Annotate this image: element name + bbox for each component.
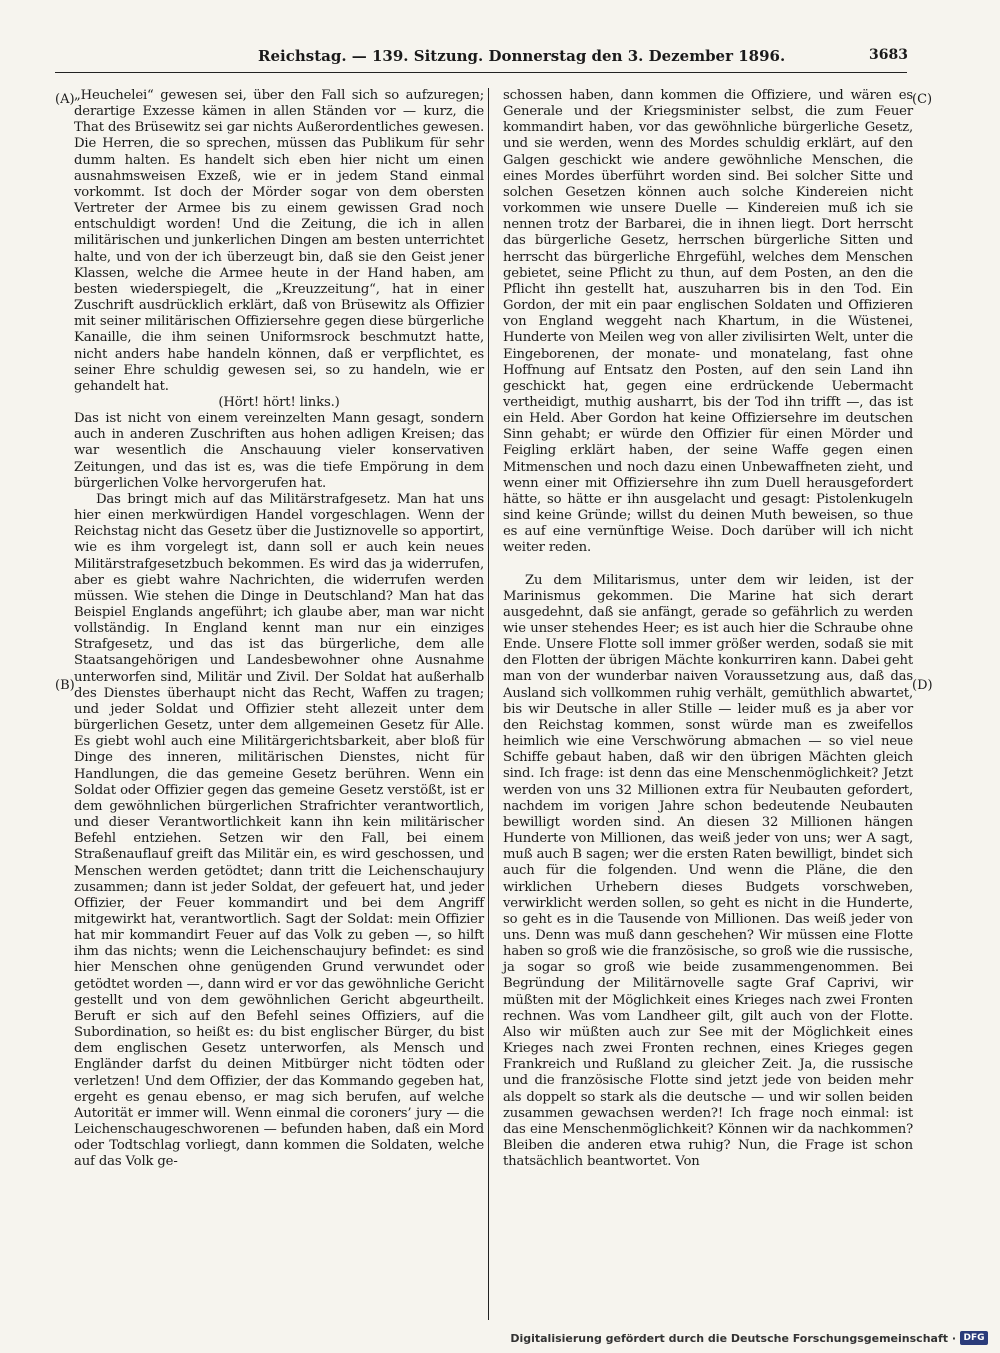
left-paragraph-3: Das bringt mich auf das Militärstrafgesetz. Man hat uns hier einen merkwürdigen Handel vorgeschlagen. Wenn der Reichstag nicht das Gesetz über die Justiznovelle so apportirt, wie es ihm vorgelegt ist, dann soll er auch kein neues Militärstrafgesetzbuch bekommen. Es wird das ja widerrufen, aber es giebt wahre Nachrichten, die widerrufen werden müssen. Wie stehen die Dinge in Deutschland? Man hat das Beispiel Englands angeführt; ich glaube aber, man war nicht vollständig. In England kennt man nur ein einziges Strafgesetz, und das ist das bürgerliche, dem alle Staatsangehörigen und Landesbewohner ohne Ausnahme unterworfen sind, Militär und Zivil. Der Soldat hat außerhalb des Dienstes überhaupt nicht das Recht, Waffen zu tragen; und jeder Soldat und Offizier steht allezeit unter dem bürgerlichen Gesetz, unter dem allgemeinen Gesetz für Alle. Es giebt wohl auch eine Militärgerichtsbarkeit, aber bloß für Dinge des inneren, militärischen Dienstes, nicht für Handlungen, die das gemeine Gesetz berühren. Wenn ein Soldat oder Offizier gegen das gemeine Gesetz verstößt, ist er dem gewöhnlichen bürgerlichen Strafrichter verantwortlich, und dieser Verantwortlichkeit kann ihn kein militärischer Befehl entziehen. Setzen wir den Fall, bei einem Straßenauflauf greift das Militär ein, es wird geschossen, und Menschen werden getödtet; dann tritt die Leichenschaujury zusammen; dann ist jeder Soldat, der gefeuert hat, und jeder Offizier, der Feuer kommandirt und bei dem Angriff mitgewirkt hat, verantwortlich. Sagt der Soldat: mein Offizier hat mir kommandirt Feuer auf das Volk zu geben —, so hilft ihm das nichts; wenn die Leichenschaujury befindet: es sind hier Menschen ohne genügenden Grund verwundet oder getödtet worden —, dann wird er vor das gewöhnliche Gericht gestellt und von dem gewöhnlichen Gericht abgeurtheilt. Beruft er sich auf den Befehl seines Offiziers, auf die Subordination, so heißt es: du bist englischer Bürger, du bist dem englischen Gesetz unterworfen, als Mensch und Engländer darfst du deinen Mitbürger nicht tödten oder verletzen! Und dem Offizier, der das Kommando gegeben hat, ergeht es genau ebenso, er mag sich berufen, auf welche Autorität er immer will. Wenn einmal die coroners’ jury — die Leichenschaugeschworenen — befunden haben, daß ein Mord oder Todtschlag vorliegt, dann kommen die Soldaten, welche auf das Volk ge- — [74, 491, 484, 1170]
right-column — [503, 88, 913, 1170]
left-column — [74, 88, 484, 1170]
dfg-logo: DFG — [960, 1331, 988, 1345]
left-paragraph-1: „Heuchelei“ gewesen sei, über den Fall sich so aufzuregen; derartige Exzesse kämen in allen Ständen vor — kurz, die That des Brüsewitz sei gar nichts Außerordentliches gewesen. Die Herren, die so sprechen, müssen das Publikum für sehr dumm halten. Es handelt sich eben hier nicht um einen ausnahmsweisen Exzeß, wie er in jedem Stand einmal vorkommt. Ist doch der Mörder sogar von dem obersten Vertreter der Armee bis zu einem gewissen Grad noch entschuldigt worden! Und die Zeitung, die ich in allen militärischen und junkerlichen Dingen am besten unterrichtet halte, und von der ich überzeugt bin, daß sie den Geist jener Klassen, welche die Armee heute in der Hand haben, am besten wiederspiegelt, die „Kreuzzeitung“, hat in einer Zuschrift ausdrücklich erklärt, daß von Brüsewitz als Offizier mit seiner militärischen Offiziersehre gegen diese bürgerliche Kanaille, die ihm seinen Uniformsrock beschmutzt hatte, nicht anders habe handeln können, daß er verpflichtet, es seiner Ehre schuldig gewesen sei, so zu handeln, wie er gehandelt hat. — [74, 88, 484, 394]
right-paragraph-1: schossen haben, dann kommen die Offiziere, und wären es Generale und der Kriegsminister selbst, die zum Feuer kommandirt haben, vor das gewöhnliche bürgerliche Gesetz, und sie werden, wenn des Mordes schuldig erklärt, auf den Galgen geschickt wie andere gewöhnliche Menschen, die eines Mordes überführt worden sind. Bei solcher Sitte und solchen Gesetzen können auch solche Kindereien nicht vorkommen wie unsere Duelle — Kindereien muß ich sie nennen trotz der Barbarei, die in ihnen liegt. Dort herrscht das bürgerliche Gesetz, herrschen bürgerliche Sitten und herrscht das bürgerliche Ehrgefühl, welches dem Menschen gebietet, seine Pflicht zu thun, auf dem Posten, an den die Pflicht ihn gestellt hat, auszuharren bis in den Tod. Ein Gordon, der mit ein paar englischen Soldaten und Offizieren von England weggeht nach Khartum, in die Wüstenei, Hunderte von Meilen weg von aller zivilisirten Welt, unter die Eingeborenen, der monate- und monatelang, fast ohne Hoffnung auf Entsatz den Posten, auf den sein Land ihn geschickt hat, gegen eine erdrückende Uebermacht vertheidigt, muthig ausharrt, bis der Tod ihn trifft —, das ist ein Held. Aber Gordon hat keine Offiziersehre im deutschen Sinn gehabt; er würde den Offizier für einen Mörder und Feigling erklärt haben, der seine Waffe gegen einen Mitmenschen und noch dazu einen Unbewaffneten zieht, und wenn einer mit Offiziersehre ihn zum Duell herausgefordert hätte, so hätte er ihn ausgelacht und gesagt: Pistolenkugeln sind keine Gründe; willst du deinen Muth beweisen, so thue es auf eine vernünftige Weise. Doch darüber will ich nicht weiter reden. — [503, 88, 913, 556]
header-rule — [55, 72, 907, 73]
margin-marker-d: (D) — [912, 678, 933, 693]
margin-marker-c: (C) — [912, 92, 933, 107]
right-paragraph-2: Zu dem Militarismus, unter dem wir leiden, ist der Marinismus gekommen. Die Marine hat sich derart ausgedehnt, daß sie anfängt, gerade so gefährlich zu werden wie unser stehendes Heer; es ist auch hier die Schraube ohne Ende. Unsere Flotte soll immer größer werden, sodaß sie mit den Flotten der übrigen Mächte konkurriren kann. Dabei geht man von der wunderbar naiven Voraussetzung aus, daß das Ausland sich vollkommen ruhig verhält, gemüthlich abwartet, bis wir Deutsche in aller Stille — leider muß es ja aber vor den Reichstag kommen, sonst würde man es zweifellos heimlich wie eine Verschwörung abmachen — so viel neue Schiffe gebaut haben, daß wir den übrigen Mächten gleich sind. Ich frage: ist denn das eine Menschenmöglichkeit? Jetzt werden von uns 32 Millionen extra für Neubauten gefordert, nachdem im vorigen Jahre schon bedeutende Neubauten bewilligt worden sind. An diesen 32 Millionen hängen Hunderte von Millionen, das weiß jeder von uns; wer A sagt, muß auch B sagen; wer die ersten Raten bewilligt, bindet sich auch für die folgenden. Und wenn die Pläne, die den wirklichen Urhebern dieses Budgets vorschweben, verwirklicht werden sollen, so geht es nicht in die Hunderte, so geht es in die Tausende von Millionen. Das weiß jeder von uns. Denn was muß dann geschehen? Wir müssen eine Flotte haben so groß wie die französische, so groß wie die russische, ja sogar so groß wie beide zusammengenommen. Bei Begründung der Militärnovelle sagte Graf Caprivi, wir müßten mit der Möglichkeit eines Krieges nach zwei Fronten rechnen. Was vom Landheer gilt, gilt auch von der Flotte. Also wir müßten auch zur See mit der Möglichkeit eines Krieges nach zwei Fronten rechnen, eines Krieges gegen Frankreich und Rußland zu gleicher Zeit. Ja, die russische und die französische Flotte sind jetzt jede von beiden mehr als doppelt so stark als die deutsche — und wir sollen beiden zusammen gewachsen werden?! Ich frage noch einmal: ist das eine Menschenmöglichkeit? Können wir da nachkommen? Bleiben die anderen etwa ruhig? Nun, die Frage ist schon thatsächlich beantwortet. Von — [503, 572, 913, 1170]
footer — [510, 1331, 988, 1345]
footer-credit: Digitalisierung gefördert durch die Deutsche Forschungsgemeinschaft · — [510, 1331, 956, 1345]
margin-marker-a: (A) — [55, 92, 75, 107]
page-header — [258, 47, 908, 69]
interjection: (Hört! hört! links.) — [218, 394, 340, 410]
left-paragraph-2: Das ist nicht von einem vereinzelten Mann gesagt, sondern auch in anderen Zuschriften aus hohen adligen Kreisen; das war wesentlich die Anschauung vieler konservativen Zeitungen, und das ist es, was die tiefe Empörung in dem bürgerlichen Volke hervorgerufen hat. — [74, 411, 484, 491]
header-title: Reichstag. — 139. Sitzung. Donnerstag den 3. Dezember 1896. — [258, 47, 786, 65]
margin-marker-b: (B) — [55, 678, 75, 693]
column-divider — [488, 88, 489, 1320]
page-number: 3683 — [869, 47, 908, 63]
